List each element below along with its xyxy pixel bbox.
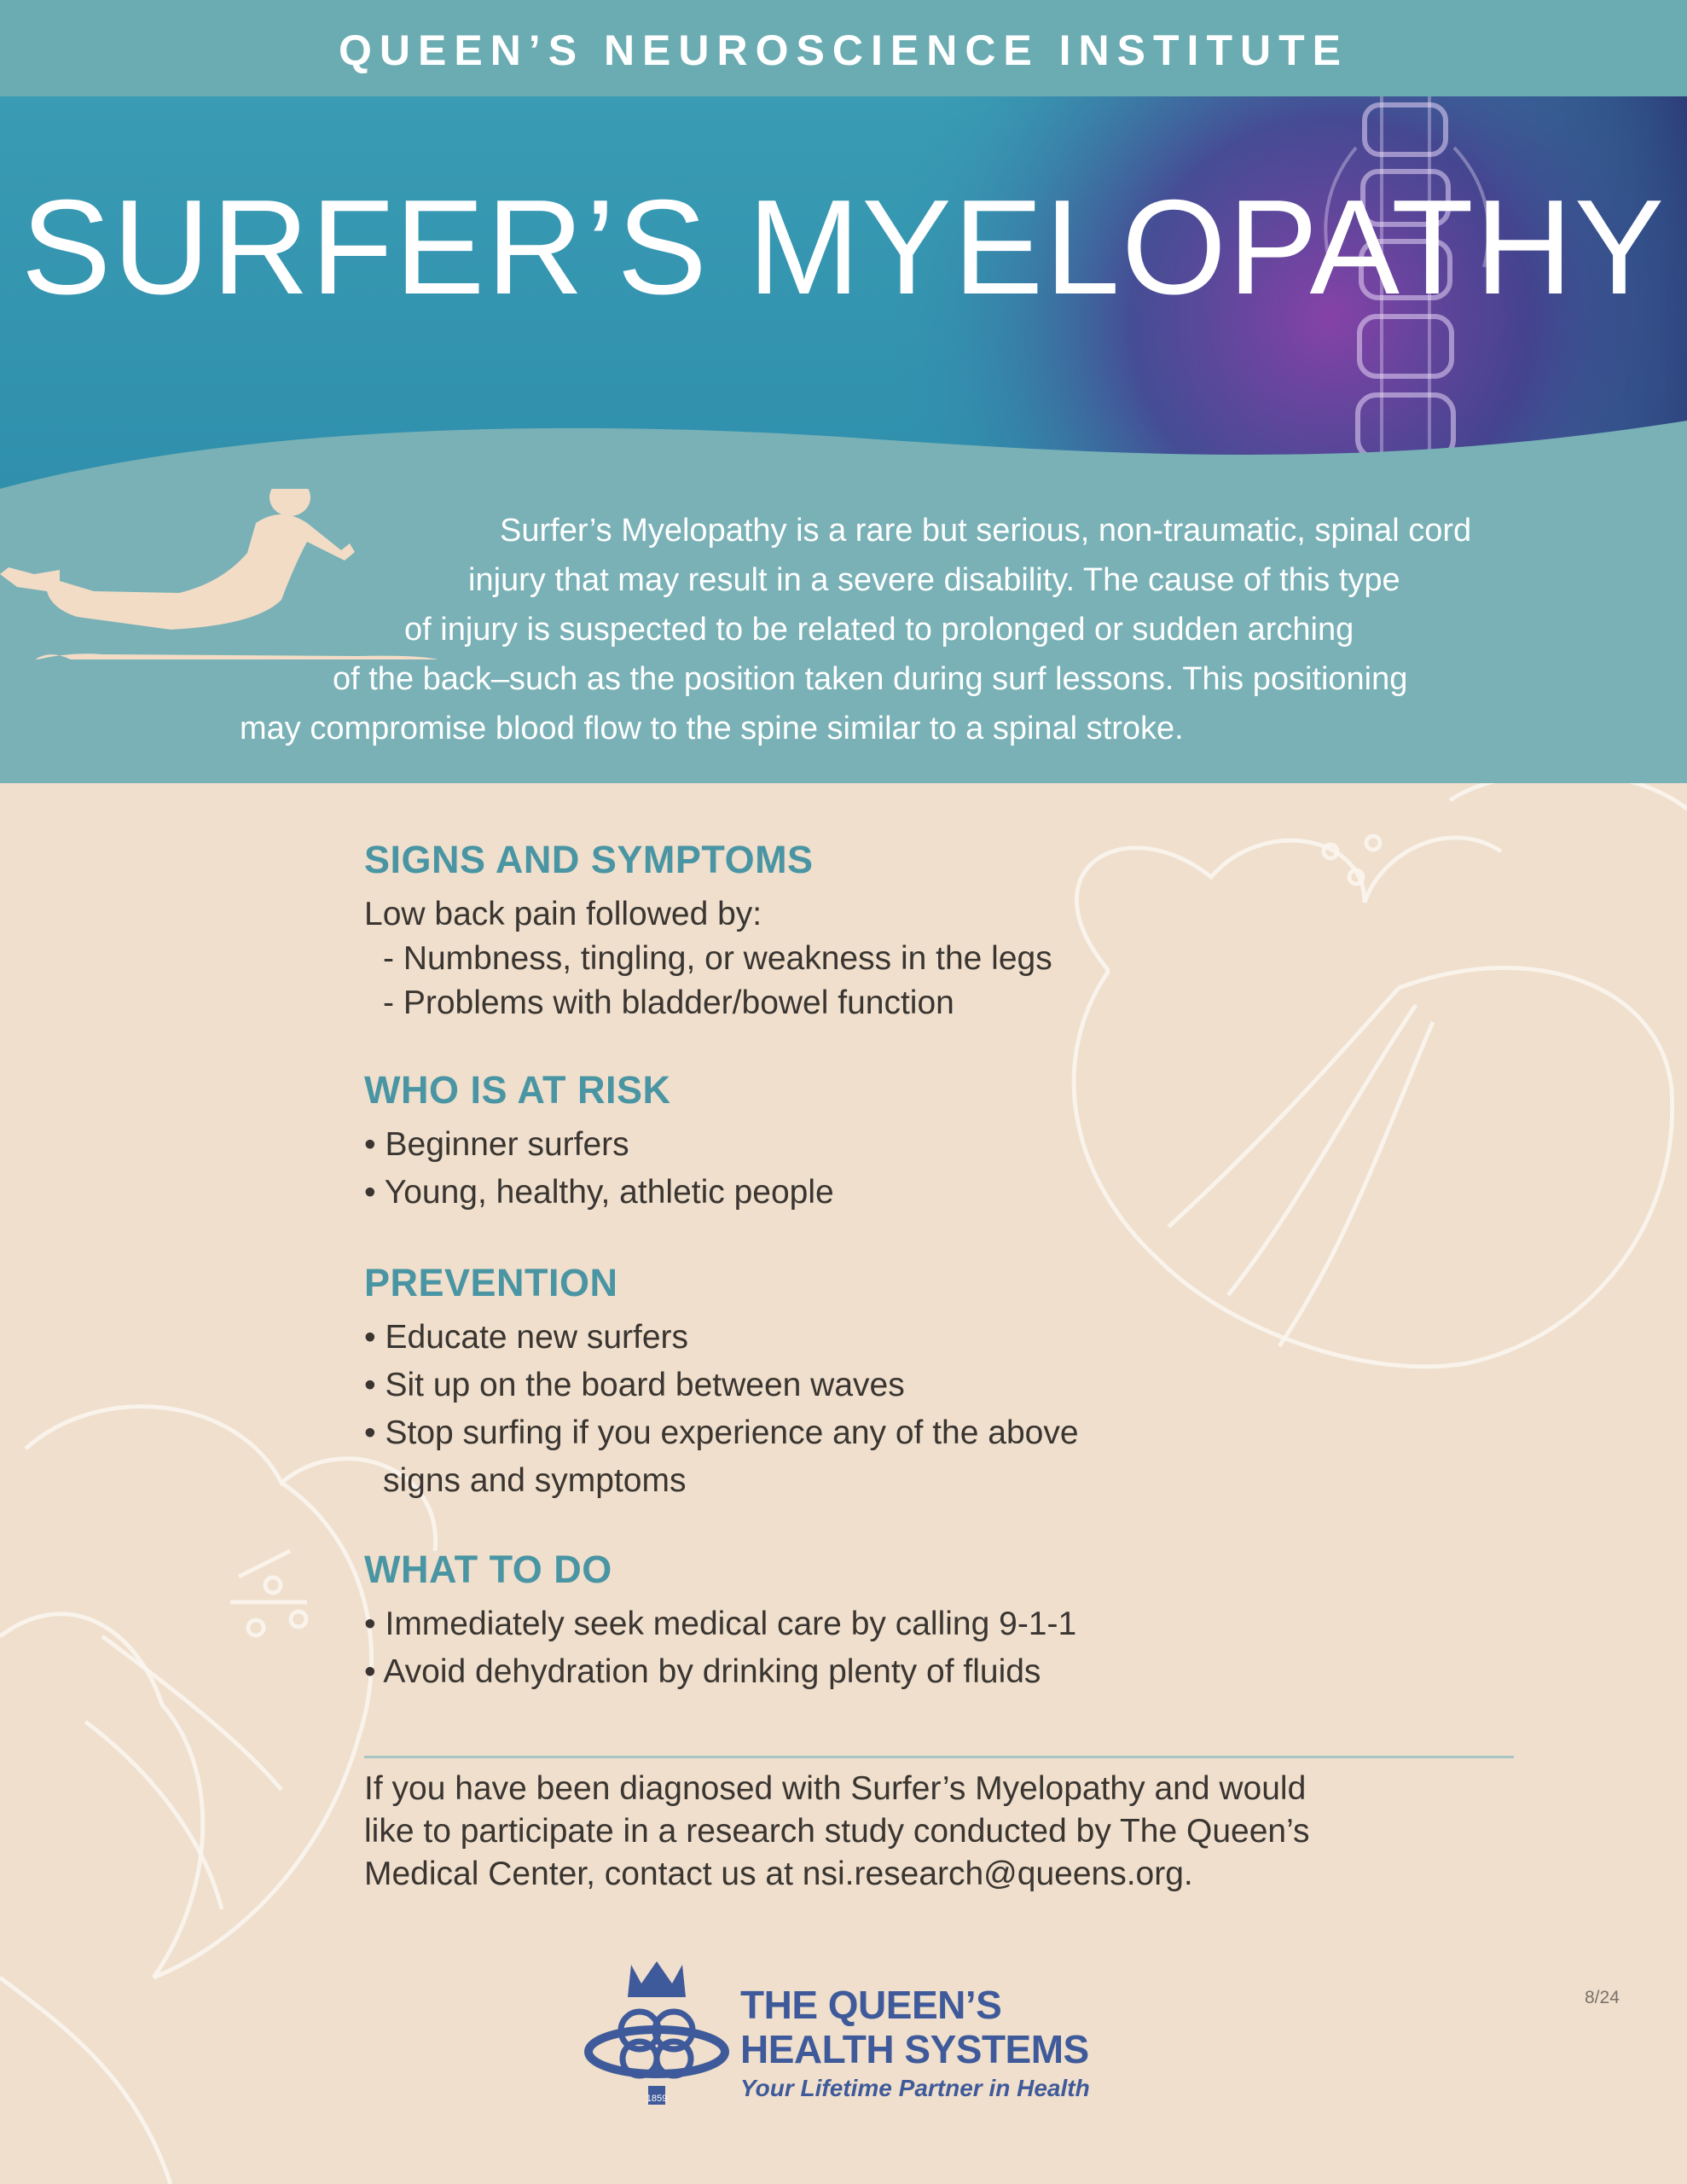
- research-line: Medical Center, contact us at nsi.research@queens.org.: [364, 1856, 1193, 1892]
- logo-name-line2: HEALTH SYSTEMS: [740, 2027, 1089, 2071]
- todo-list: [364, 1600, 1541, 1696]
- list-item: • Avoid dehydration by drinking plenty of fluids: [364, 1653, 1041, 1690]
- risk-heading: WHO IS AT RISK: [364, 1068, 671, 1112]
- research-line: like to participate in a research study conducted by The Queen’s: [364, 1813, 1310, 1850]
- todo-heading: WHAT TO DO: [364, 1548, 612, 1591]
- signs-heading: SIGNS AND SYMPTOMS: [364, 838, 814, 881]
- intro-line: of injury is suspected to be related to prolonged or sudden arching: [404, 612, 1354, 648]
- risk-list: [364, 1121, 1541, 1217]
- intro-line: Surfer’s Myelopathy is a rare but serious, non-traumatic, spinal cord: [500, 513, 1472, 549]
- page-code: 8/24: [1585, 1988, 1620, 2007]
- list-item: • Educate new surfers: [364, 1319, 689, 1356]
- logo-wordmark: [740, 1983, 1090, 2102]
- signs-item: - Numbness, tingling, or weakness in the legs: [383, 940, 1052, 977]
- page-title: SURFER’S MYELOPATHY: [20, 172, 1667, 322]
- list-item: • Beginner surfers: [364, 1126, 629, 1163]
- signs-item: - Problems with bladder/bowel function: [383, 985, 954, 1021]
- list-item: • Young, healthy, athletic people: [364, 1174, 834, 1211]
- research-line: If you have been diagnosed with Surfer’s Myelopathy and would: [364, 1770, 1307, 1807]
- research-note: [364, 1768, 1473, 1896]
- logo-name-line1: THE QUEEN’S: [740, 1983, 1002, 2027]
- prevention-list: [364, 1314, 1541, 1505]
- list-item-continued: signs and symptoms: [383, 1462, 687, 1499]
- intro-line: may compromise blood flow to the spine similar to a spinal stroke.: [240, 711, 1184, 746]
- intro-line: of the back–such as the position taken during surf lessons. This positioning: [333, 661, 1408, 697]
- main-content: [364, 838, 1541, 1696]
- prevention-heading: PREVENTION: [364, 1261, 618, 1304]
- intro-line: injury that may result in a severe disability. The cause of this type: [468, 562, 1400, 598]
- header-bar: [0, 0, 1687, 96]
- list-item: • Sit up on the board between waves: [364, 1367, 905, 1403]
- institute-name: QUEEN’S NEUROSCIENCE INSTITUTE: [339, 26, 1348, 74]
- signs-lead: Low back pain followed by:: [364, 896, 762, 932]
- list-item: • Immediately seek medical care by calling 9-1-1: [364, 1606, 1077, 1642]
- queens-crest-icon: [580, 1958, 733, 2111]
- section-divider: [364, 1756, 1514, 1758]
- logo-tagline: Your Lifetime Partner in Health: [740, 2075, 1090, 2101]
- hero-banner: [0, 96, 1687, 783]
- list-item: • Stop surfing if you experience any of the above: [364, 1414, 1079, 1451]
- seal-year: 1859: [646, 2094, 668, 2104]
